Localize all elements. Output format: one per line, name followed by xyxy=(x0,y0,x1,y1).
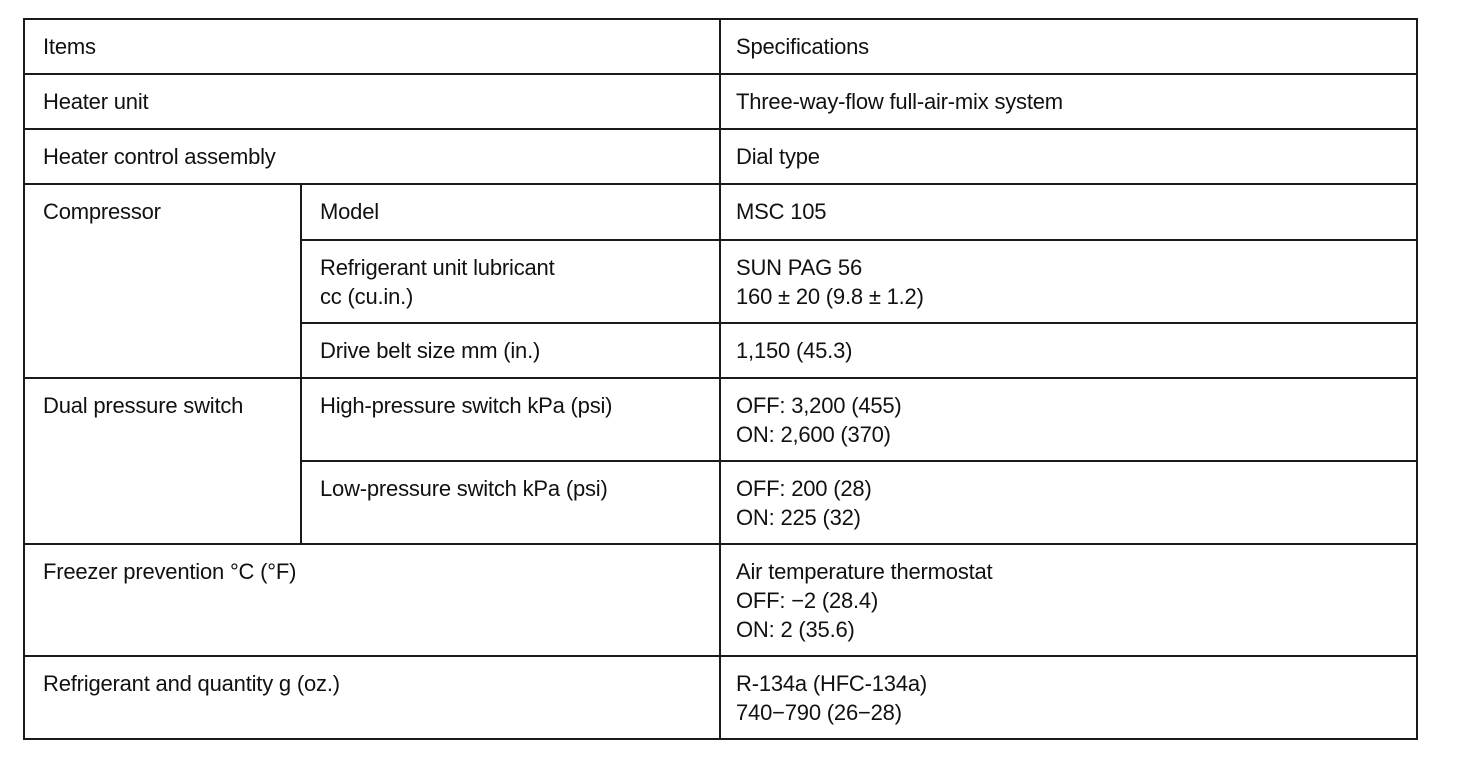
specifications-table xyxy=(23,18,1418,740)
compressor-model-label: Model xyxy=(301,184,720,240)
table-row xyxy=(24,184,1417,240)
header-row xyxy=(24,19,1417,74)
low-pressure-spec xyxy=(720,461,1417,544)
lubricant-spec-line: SUN PAG 56 xyxy=(736,255,862,280)
lubricant-spec xyxy=(720,240,1417,323)
table-row xyxy=(24,656,1417,739)
table-row xyxy=(24,74,1417,129)
compressor-model-spec: MSC 105 xyxy=(720,184,1417,240)
drive-belt-spec: 1,150 (45.3) xyxy=(720,323,1417,378)
low-pressure-label: Low-pressure switch kPa (psi) xyxy=(301,461,720,544)
refrigerant-item: Refrigerant and quantity g (oz.) xyxy=(24,656,720,739)
freezer-prevention-spec-line: ON: 2 (35.6) xyxy=(736,617,855,642)
items-header: Items xyxy=(24,19,720,74)
heater-unit-item: Heater unit xyxy=(24,74,720,129)
freezer-prevention-spec xyxy=(720,544,1417,656)
lubricant-label xyxy=(301,240,720,323)
lubricant-label-line: Refrigerant unit lubricant xyxy=(320,255,555,280)
table-row xyxy=(24,544,1417,656)
low-pressure-spec-line: OFF: 200 (28) xyxy=(736,476,872,501)
refrigerant-spec-line: R-134a (HFC-134a) xyxy=(736,671,928,696)
lubricant-spec-line: 160 ± 20 (9.8 ± 1.2) xyxy=(736,284,924,309)
table-row xyxy=(24,129,1417,184)
heater-unit-spec: Three-way-flow full-air-mix system xyxy=(720,74,1417,129)
heater-control-item: Heater control assembly xyxy=(24,129,720,184)
high-pressure-label: High-pressure switch kPa (psi) xyxy=(301,378,720,461)
dual-pressure-switch-item: Dual pressure switch xyxy=(24,378,301,544)
freezer-prevention-item: Freezer prevention °C (°F) xyxy=(24,544,720,656)
lubricant-label-line: cc (cu.in.) xyxy=(320,284,414,309)
compressor-item: Compressor xyxy=(24,184,301,378)
table-row xyxy=(24,378,1417,461)
drive-belt-label: Drive belt size mm (in.) xyxy=(301,323,720,378)
freezer-prevention-spec-line: OFF: −2 (28.4) xyxy=(736,588,879,613)
low-pressure-spec-line: ON: 225 (32) xyxy=(736,505,861,530)
freezer-prevention-spec-line: Air temperature thermostat xyxy=(736,559,993,584)
high-pressure-spec xyxy=(720,378,1417,461)
heater-control-spec: Dial type xyxy=(720,129,1417,184)
high-pressure-spec-line: OFF: 3,200 (455) xyxy=(736,393,902,418)
refrigerant-spec xyxy=(720,656,1417,739)
high-pressure-spec-line: ON: 2,600 (370) xyxy=(736,422,891,447)
refrigerant-spec-line: 740−790 (26−28) xyxy=(736,700,902,725)
specifications-header: Specifications xyxy=(720,19,1417,74)
